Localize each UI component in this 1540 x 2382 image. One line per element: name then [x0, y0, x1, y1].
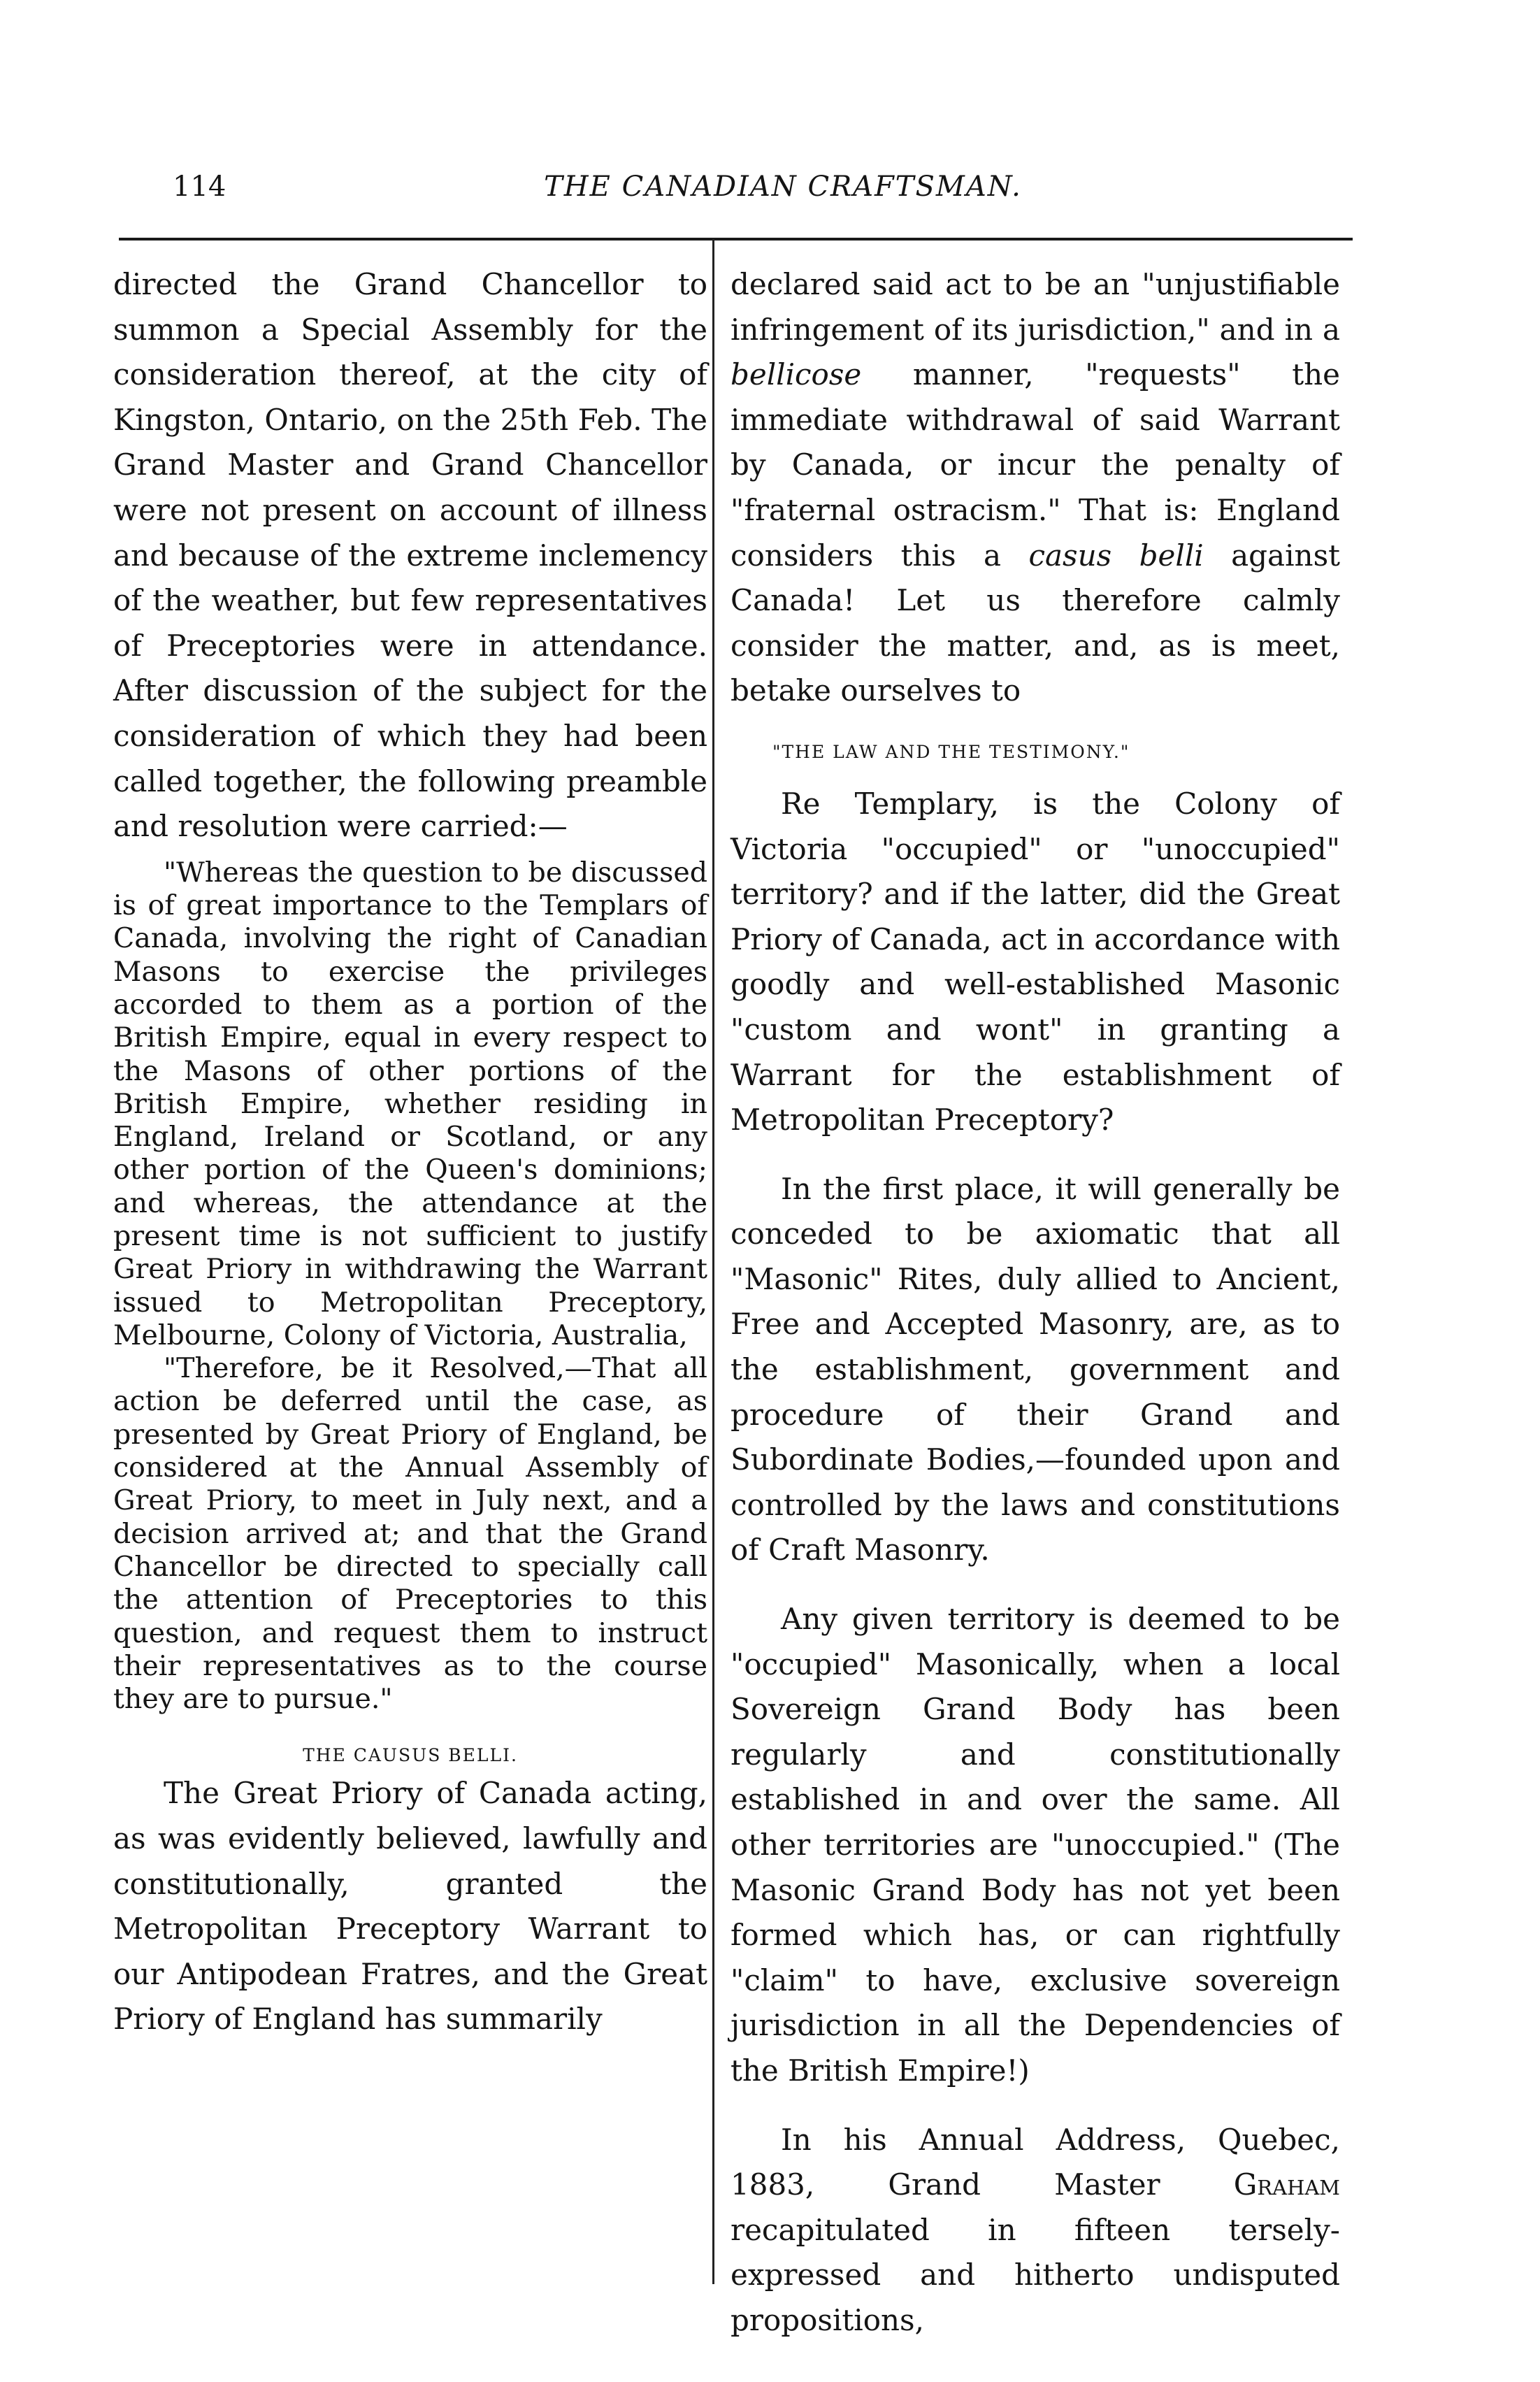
causus-belli-heading: THE CAUSUS BELLI. [303, 1745, 518, 1766]
right-p1-text-a: declared said act to be an "unjustifiable infringement of its jurisdiction," and in a [731, 267, 1340, 347]
right-p1-text-b: manner, "requests" the immediate withdrawal of said Warrant by Canada, or incur the penalty of "fraternal ostracism." That is: England considers this a [731, 357, 1340, 573]
header-rule [119, 238, 1353, 241]
right-column [731, 262, 1340, 2344]
right-paragraph-1 [731, 262, 1340, 714]
graham-small-caps: Graham [1233, 2167, 1340, 2202]
page-number: 114 [173, 171, 226, 203]
right-p5-text-b: recapitulated in fifteen tersely-expressed and hitherto undisputed propositions, [731, 2212, 1340, 2337]
right-paragraph-2: Re Templary, is the Colony of Victoria "occupied" or "unoccupied" territory? and if the latter, did the Great Priory of Canada, act in accordance with goodly and well-established Masonic "custom and wont" in granting a Warrant for the establishment of Metropolitan Preceptory? [731, 786, 1340, 1138]
casus-belli-italic: casus belli [1028, 538, 1204, 573]
right-paragraph-5 [731, 2118, 1340, 2344]
bellicose-italic: bellicose [731, 357, 862, 392]
left-paragraph-1: directed the Grand Chancellor to summon a Special Assembly for the consideration thereof, at the city of Kingston, Ontario, on the 25th Feb. The Grand Master and Grand Chancellor were not present on account of illness and because of the extreme inclemency of the weather, but few representatives of Preceptories were in attendance. After discussion of the subject for the consideration of which they had been called together, the following preamble and resolution were carried:— [113, 267, 707, 844]
right-paragraph-3: In the first place, it will generally be conceded to be axiomatic that all "Masonic" Rites, duly allied to Ancient, Free and Accepted Masonry, are, as to the establishment, government and procedure of their Grand and Subordinate Bodies,—founded upon and controlled by the laws and constitutions of Craft Masonry. [731, 1171, 1340, 1567]
right-p1-text-c: against Canada! Let us therefore calmly consider the matter, and, as is meet, betake ourselves to [731, 538, 1341, 708]
left-paragraph-2: The Great Priory of Canada acting, as was evidently believed, lawfully and constitutionally, granted the Metropolitan Preceptory Warrant to our Antipodean Fratres, and the Great Priory of England has summarily [113, 1776, 707, 2037]
column-divider [712, 239, 714, 2284]
right-p5-text-a: In his Annual Address, Quebec, 1883, Grand Master [731, 2122, 1340, 2202]
right-paragraph-4: Any given territory is deemed to be "occupied" Masonically, when a local Sovereign Grand Body has been regularly and constitutionally established in and over the same. All other territories are "unoccupied." (The Masonic Grand Body has not yet been formed which has, or can rightfully "claim" to have, exclusive sovereign jurisdiction in all the Dependencies of the British Empire!) [731, 1602, 1340, 2088]
running-title: THE CANADIAN CRAFTSMAN. [544, 171, 1022, 203]
law-testimony-heading: "THE LAW AND THE TESTIMONY." [772, 741, 1130, 762]
resolution-whereas: "Whereas the question to be discussed is of great importance to the Templars of Canada, involving the right of Canadian Masons to exercise the privileges accorded to them as a portion of the British Empire, equal in every respect to the Masons of other portions of the British Empire, whether residing in England, Ireland or Scotland, or any other portion of the Queen's dominions; and whereas, the attendance at the present time is not sufficient to justify Great Priory in withdrawing the Warrant issued to Metropolitan Preceptory, Melbourne, Colony of Victoria, Australia, [113, 856, 707, 1351]
left-column [113, 262, 707, 2042]
resolution-therefore: "Therefore, be it Resolved,—That all action be deferred until the case, as presented by Great Priory of England, be considered at the Annual Assembly of Great Priory, to meet in July next, and a decision arrived at; and that the Grand Chancellor be directed to specially call the attention of Preceptories to this question, and request them to instruct their representatives as to the course they are to pursue." [113, 1352, 707, 1716]
